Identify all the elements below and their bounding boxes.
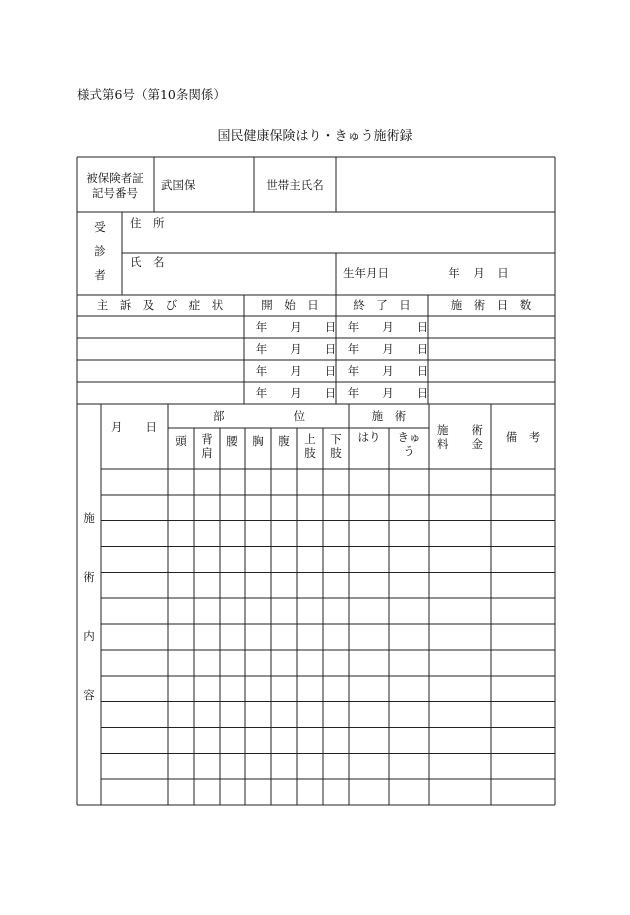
start-date-template: 年 月 日 [255,364,337,378]
method-header: はり [357,430,381,444]
complaint-header: 主 訴 及 び 症 状 [96,298,224,312]
part-header-2: 肩 [201,446,213,460]
part-header: 腰 [226,434,238,448]
treatment-side-label-char: 内 [83,629,95,643]
end-date-template: 年 月 日 [347,364,429,378]
birth-date-label: 生年月日 [343,266,389,280]
treatment-side-label-char: 施 [83,511,95,525]
birth-day-label: 日 [497,266,509,280]
birth-year-label: 年 [448,266,460,280]
fee-header-2: 料 金 [437,437,483,451]
patient-label-char: 者 [94,268,106,282]
document-title: 国民健康保険はり・きゅう施術録 [217,129,413,144]
end-date-template: 年 月 日 [347,386,429,400]
method-group-header: 施 術 [371,409,407,423]
end-date-template: 年 月 日 [347,342,429,356]
month-day-header: 月 日 [111,420,157,434]
name-label: 氏 名 [130,255,165,269]
part-header: 腹 [278,434,290,448]
address-label: 住 所 [130,216,165,230]
part-header: 背 [201,432,213,446]
part-group-header: 部 位 [213,409,305,423]
start-date-template: 年 月 日 [255,342,337,356]
treatment-side-label-char: 術 [83,570,95,584]
form-number: 様式第6号（第10条関係） [77,87,226,102]
method-header: きゅ [397,430,421,444]
part-header: 上 [304,432,316,446]
complaint-header: 施 術 日 数 [450,298,532,312]
insured-id-label-2: 記号番号 [92,186,138,200]
start-date-template: 年 月 日 [255,386,337,400]
complaint-header: 開 始 日 [261,298,319,312]
fee-header: 施 術 [437,423,483,437]
patient-label-char: 受 [94,220,106,234]
complaint-header: 終 了 日 [353,298,411,312]
part-header: 胸 [252,434,264,448]
household-head-label: 世帯主氏名 [266,178,324,192]
insured-id-label: 被保険者証 [86,171,144,185]
part-header-2: 肢 [330,446,342,460]
insurer-value: 武国保 [161,178,196,192]
end-date-template: 年 月 日 [347,320,429,334]
part-header: 下 [330,432,342,446]
treatment-side-label-char: 容 [83,688,95,702]
part-header: 頭 [175,434,187,448]
birth-month-label: 月 [473,266,485,280]
remarks-header: 備 考 [505,430,541,444]
patient-label-char: 診 [94,244,106,258]
method-header-2: う [403,444,415,458]
part-header-2: 肢 [304,446,316,460]
start-date-template: 年 月 日 [255,320,337,334]
